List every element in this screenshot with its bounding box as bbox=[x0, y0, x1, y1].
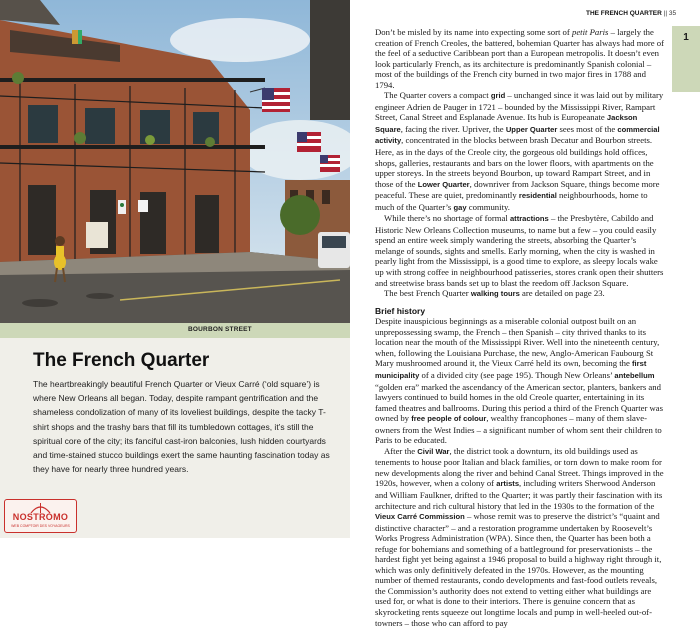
chapter-intro: The heartbreakingly beautiful French Quarter or Vieux Carré (‘old square’) is where New Orleans all began. Today, despite rampant gentrification and the shameless condolization of many of its loveliest buildings, despite the tacky T-shirt shops and the trashy bars that fill its tumbledown cottages, it’s still the spiritual core of the city; its fanciful cast-iron balconies, lush hidden courtyards and time-stained stucco buildings exert the same haunting fascination today as they have for nearly three hundred years. bbox=[33, 379, 330, 475]
body-paragraph: Despite inauspicious beginnings as a miserable colonial outpost built on an unprepossessing swamp, the French – then Spanish – city thrived thanks to its location near the mouth of the Mississippi River. Well into the nineteenth century, when, following the Louisiana Purchase, the new, Anglo-American Faubourg St Mary mushroomed around it, the Vieux Carré held its own, becoming the first municipality of a divided city (see page 195). Though New Orleans’ antebellum “golden era” marked the ascendancy of the American sector, planters, bankers and lawyers continued to build homes in the old Creole quarter, entertaining in its famed theatres and ballrooms. During this period a third of the French Quarter was owned by free people of colour, wealthy francophones – many of them slave-owners from the West Indies – a significant number of whom sent their children to Paris to be educated. bbox=[375, 316, 664, 446]
body-paragraph: While there’s no shortage of formal attractions – the Presbytère, Cabildo and Historic New Orleans Collection museums, to name but a few – you could easily spend an entire week simply wandering the streets, absorbing the Quarter’s melange of sounds, sights and smells. Early morning, when the city is washed in pearly light from the Mississippi, is a good time to explore, as sleepy locals wake up with strong coffee in neighbourhood patisseries, stores crank open their shutters and streetwise brass bands set up to blast the reedom off Jackson Square. bbox=[375, 213, 664, 288]
photo-caption: BOURBON STREET bbox=[188, 326, 252, 333]
chapter-tab-number: 1 bbox=[683, 32, 689, 43]
nostromo-logo bbox=[4, 499, 77, 533]
logo-name: NOSTROMO bbox=[12, 512, 69, 522]
bourbon-street-photo bbox=[0, 0, 350, 323]
left-page bbox=[0, 0, 350, 538]
body-paragraph: The Quarter covers a compact grid – unchanged since it was laid out by military engineer Adrien de Pauger in 1721 – bounded by the Mississippi River, Rampart Street, Canal Street and Esplanade Avenue. Its hub is Europeanate Jackson Square, facing the river. Upriver, the Upper Quarter sees most of the commercial activity, concentrated in the blocks between brash Decatur and Bourbon streets. Here, as in the days of the Creole city, the gorgeous old buildings hold offices, shops, galleries, restaurants and bars on the lower floors, with apartments on the upper storeys. In the streets beyond Bourbon, up toward Rampart Street, and in those of the Lower Quarter, downriver from Jackson Square, things become more peaceful. These are quiet, predominantly residential neighbourhoods, home to much of the Quarter’s gay community. bbox=[375, 90, 664, 212]
chapter-tab bbox=[672, 26, 700, 92]
body-paragraph: After the Civil War, the district took a downturn, its old buildings used as tenements to house poor Italian and black families, or torn down to make room for new developments along the river and behind Canal Street. Things improved in the 1920s, however, when a colony of artists, including writers Sherwood Anderson and William Faulkner, drifted to the Quarter; it was partly their fascination with its architecture and rich cultural history that led in the 1930s to the formation of the Vieux Carré Commission – whose remit was to preserve the district’s “quaint and distinctive character” – and a restoration programme undertaken by Roosevelt’s Works Progress Administration (WPA). Since then, the Quarter has been both a refuge for bohemians and something of a battleground for preservationists – the hardest fight yet being against a 1946 proposal to build a highway right through it, which was only definitively defeated in the 1970s. However, as the mounting number of themed restaurants, condo developments and fast-food outlets reveals, the Commission’s authority does not extend to vetting either what buildings are used for, or what is done to their interiors. There is genuine concern that as skyrocketing rents squeeze out longtime locals and pump in well-heeled out-of-towners – those who can afford to pay bbox=[375, 445, 664, 628]
section-heading: Brief history bbox=[375, 305, 426, 316]
caption-bar bbox=[0, 323, 350, 338]
logo-tagline: WEB COMPTOIR DES VOYAGEURS bbox=[11, 524, 70, 528]
running-head-separator: || bbox=[663, 10, 668, 17]
body-paragraph: The best French Quarter walking tours are detailed on page 23. bbox=[384, 288, 605, 299]
body-paragraph: Don’t be misled by its name into expecting some sort of petit Paris – largely the creation of French Creoles, the battered, bohemian Quarter has always had more of the feel of a seductive Caribbean port than a European metropolis. It doesn’t even look particularly French, as its architecture is predominantly Spanish colonial – most of the buildings of the French city burned in two major fires in 1788 and 1794. bbox=[375, 27, 664, 90]
page-number: 35 bbox=[668, 10, 677, 17]
running-head-title: THE FRENCH QUARTER bbox=[586, 10, 662, 17]
chapter-title: The French Quarter bbox=[33, 350, 210, 371]
running-head bbox=[586, 10, 676, 17]
